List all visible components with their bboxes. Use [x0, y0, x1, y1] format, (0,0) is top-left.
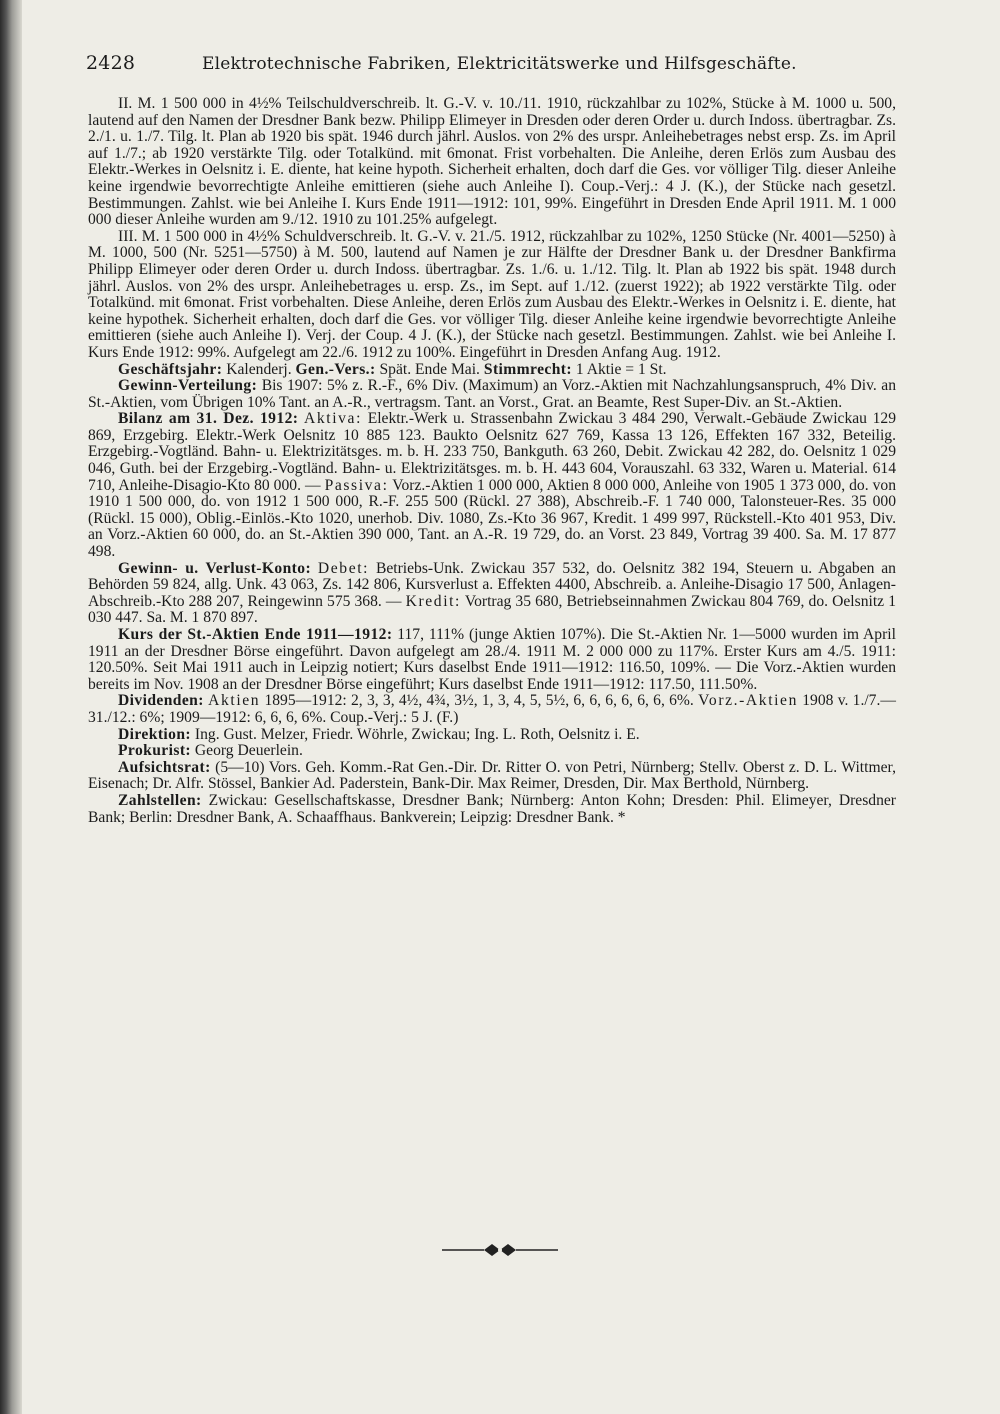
paragraph-direktion — [88, 727, 896, 744]
paragraph-kurs — [88, 627, 896, 693]
text-aktien-dividenden: 1895—1912: 2, 3, 3, 4½, 4¾, 3½, 1, 3, 4, 5, 5½, 6, 6, 6, 6, 6, 6, 6%. — [264, 692, 694, 710]
label-gewinn-verteilung: Gewinn-Verteilung: — [118, 377, 258, 395]
label-passiva: Passiva: — [324, 476, 389, 494]
text-geschaeftsjahr: Kalenderj. — [226, 360, 292, 378]
page-number: 2428 — [86, 52, 136, 74]
label-aktiva: Aktiva: — [304, 410, 363, 428]
paragraph-anleihe-3: III. M. 1 500 000 in 4½% Schuldverschreib. lt. G.-V. v. 21./5. 1912, rückzahlbar zu 102%, 1250 Stücke (Nr. 4001—5250) à M. 1000, 500 (Nr. 5251—5750) à M. 500, lautend auf Namen je zur Hälfte der Dresdner Bank u. der Dresdner Bankfirma Philipp Elimeyer oder deren Order u. durch Indoss. übertragbar. Zs. 1./6. u. 1./12. Tilg. lt. Plan ab 1922 bis spät. 1948 durch jährl. Auslos. von 2% des urspr. Anleihebetrages u. ersp. Zs., im Sept. auf 1./12. (zuerst 1922); ab 1922 verstärkte Tilg. oder Totalkünd. mit 6monat. Frist vorbehalten. Diese Anleihe, deren Erlös zum Ausbau des Elektr.-Werkes in Oelsnitz i. E. diente, hat keine hypothek. Sicherheit erhalten, doch darf die Ges. vor völliger Tilg. dieser Anleihe keine irgendwie bevorrechtigte Anleihe emittieren (siehe auch Anleihe I). Verj. der Coup. 4 J. (K.), der Stücke nach gesetzl. Bestimmungen. Zahlst. wie bei Anleihe I. Kurs Ende 1912: 99%. Aufgelegt am 22./6. 1912 zu 100%. Eingeführt in Dresden Anfang Aug. 1912. — [88, 227, 896, 361]
text-aktiva: Elektr.-Werk u. Strassenbahn Zwickau 3 484 290, Verwalt.-Gebäude Zwickau 129 869, Erzgebirg. Elektr.-Werk Oelsnitz 10 885 123. Baukto Oelsnitz 627 769, Kassa 13 126, Effekten 167 332, Beteilig. Erzgebirg.-Vogtländ. Bahn- u. Elektrizitätsges. m. b. H. 233 750, Bankguth. 63 260, Debit. Zwickau 42 282, do. Oelsnitz 1 029 046, Guth. bei der Erzgebirg.-Vogtländ. Bahn- u. Elektrizitätsges. m. b. H. 443 604, Vorauszahl. 63 332, Waren u. Material. 614 710, Anleihe-Disagio-Kto 80 000. — — [88, 410, 897, 494]
label-direktion: Direktion: — [118, 725, 192, 743]
label-aktien: Aktien — [208, 692, 261, 710]
paragraph-zahlstellen — [88, 793, 896, 826]
label-kredit: Kredit: — [405, 592, 461, 610]
text-vorz-aktien-dividenden: 1908 v. 1./7.—31./12.: 6%; 1909—1912: 6, 6, 6, 6%. Coup.-Verj.: 5 J. (F.) — [88, 692, 896, 726]
paragraph-geschaeftsjahr — [88, 362, 896, 379]
text-passiva: Vorz.-Aktien 1 000 000, Aktien 8 000 000, Anleihe von 1905 1 373 000, do. von 1910 1 500 000, do. von 1912 1 500 000, R.-F. 255 500 (Rückl. 27 388), Abschreib.-F. 1 740 000, Talonsteuer-Res. 35 000 (Rückl. 15 000), Oblig.-Einlös.-Kto 1020, unerhob. Div. 1080, Zs.-Kto 36 967, Kredit. 1 499 997, Rückstell.-Kto 401 953, Div. an Vorz.-Aktien 60 000, do. an St.-Aktien 390 000, Tant. an A.-R. 19 729, do. an Vorst. 23 849, Vortrag 39 400. Sa. M. 17 877 498. — [88, 476, 896, 561]
page-body — [88, 96, 896, 826]
section-end-ornament — [440, 1240, 560, 1260]
ornament-icon — [440, 1240, 560, 1260]
page-header — [86, 52, 906, 84]
label-aufsichtsrat: Aufsichtsrat: — [118, 758, 211, 776]
text-kredit: Vortrag 35 680, Betriebseinnahmen Zwickau 804 769, do. Oelsnitz 1 030 447. Sa. M. 1 870 897. — [88, 592, 896, 627]
paragraph-aufsichtsrat — [88, 760, 896, 793]
paragraph-gewinn-verlust — [88, 561, 896, 627]
text-prokurist: Georg Deuerlein. — [194, 742, 303, 760]
label-bilanz: Bilanz am 31. Dez. 1912: — [118, 410, 299, 428]
label-vorz-aktien: Vorz.-Aktien — [698, 692, 798, 710]
label-geschaeftsjahr: Geschäftsjahr: — [118, 360, 223, 378]
label-gewinn-verlust: Gewinn- u. Verlust-Konto: — [118, 559, 312, 577]
text-direktion: Ing. Gust. Melzer, Friedr. Wöhrle, Zwickau; Ing. L. Roth, Oelsnitz i. E. — [194, 725, 640, 743]
paragraph-gewinn-verteilung — [88, 378, 896, 411]
book-binding-edge — [0, 0, 22, 1414]
text-stimmrecht: 1 Aktie = 1 St. — [575, 360, 667, 378]
text-aufsichtsrat: (5—10) Vors. Geh. Komm.-Rat Gen.-Dir. Dr. Ritter O. von Petri, Nürnberg; Stellv. Oberst z. D. L. Wittmer, Eisenach; Dr. Alfr. Stössel, Bankier Ad. Paderstein, Bank-Dir. Max Reimer, Dresden, Dir. Max Berthold, Nürnberg. — [88, 758, 896, 793]
paragraph-prokurist — [88, 743, 896, 760]
label-prokurist: Prokurist: — [118, 742, 192, 760]
text-kurs: 117, 111% (junge Aktien 107%). Die St.-Aktien Nr. 1—5000 wurden im April 1911 an der Dresdner Börse eingeführt. Davon aufgelegt am 28./4. 1911 M. 2 000 000 zu 117%. Erster Kurs am 4./5. 1911: 120.50%. Seit Mai 1911 auch in Leipzig notiert; Kurs daselbst Ende 1911—1912: 116.50, 109%. — Die Vorz.-Aktien wurden bereits im Nov. 1908 an der Dresdner Börse eingeführt; Kurs daselbst Ende 1911—1912: 117.50, 111.50%. — [88, 626, 896, 693]
paragraph-dividenden — [88, 693, 896, 726]
text-gen-vers: Spät. Ende Mai. — [379, 360, 480, 378]
label-dividenden: Dividenden: — [118, 692, 204, 710]
label-debet: Debet: — [317, 559, 370, 577]
text-zahlstellen: Zwickau: Gesellschaftskasse, Dresdner Bank; Nürnberg: Anton Kohn; Dresden: Phil. Elimeyer, Dresdner Bank; Berlin: Dresdner Bank, A. Schaaffhaus. Bankverein; Leipzig: Dresdner Bank. * — [88, 791, 896, 826]
paragraph-anleihe-2: II. M. 1 500 000 in 4½% Teilschuldverschreib. lt. G.-V. v. 10./11. 1910, rückzahlbar zu 102%, Stücke à M. 1000 u. 500, lautend auf den Namen der Dresdner Bank bezw. Philipp Elimeyer in Dresden oder deren Order u. durch Indoss. übertragbar. Zs. 2./1. u. 1./7. Tilg. lt. Plan ab 1920 bis spät. 1946 durch jährl. Auslos. von 2% des urspr. Anleihebetrages nebst ersp. Zs. im April auf 1./7.; ab 1920 verstärkte Tilg. oder Totalkünd. mit 6monat. Frist vorbehalten. Die Anleihe, deren Erlös zum Ausbau des Elektr.-Werkes in Oelsnitz i. E. diente, hat keine hypoth. Sicherheit erhalten, doch darf die Ges. vor völliger Tilg. dieser Anleihe keine irgendwie bevorrechtigte Anleihe emittieren (siehe auch Anleihe I). Coup.-Verj.: 4 J. (K.), der Stücke nach gesetzl. Bestimmungen. Zahlst. wie bei Anleihe I. Kurs Ende 1911—1912: 101, 99%. Eingeführt in Dresden Ende April 1911. M. 1 000 000 dieser Anleihe wurden am 9./12. 1910 zu 101.25% aufgelegt. — [88, 95, 896, 229]
running-title: Elektrotechnische Fabriken, Elektricitätswerke und Hilfsgeschäfte. — [202, 54, 797, 74]
text-debet: Betriebs-Unk. Zwickau 357 532, do. Oelsnitz 382 194, Steuern u. Abgaben an Behörden 59 824, allg. Unk. 43 063, Zs. 142 806, Kursverlust a. Effekten 4400, Abschreib. a. Anleihe-Disagio 17 500, Anlagen-Abschreib.-Kto 288 207, Reingewinn 575 368. — — [88, 559, 896, 610]
label-gen-vers: Gen.-Vers.: — [295, 360, 376, 378]
text-gewinn-verteilung: Bis 1907: 5% z. R.-F., 6% Div. (Maximum) an Vorz.-Aktien mit Nachzahlungsanspruch, 4% Div. an St.-Aktien, vom Übrigen 10% Tant. an A.-R., vertragsm. Tant. an Vorst., Grat. an Beamte, Rest Super-Div. an St.-Aktien. — [88, 377, 896, 411]
label-stimmrecht: Stimmrecht: — [483, 360, 572, 378]
paragraph-bilanz — [88, 411, 896, 560]
label-zahlstellen: Zahlstellen: — [118, 791, 202, 809]
label-kurs: Kurs der St.-Aktien Ende 1911—1912: — [118, 626, 393, 643]
